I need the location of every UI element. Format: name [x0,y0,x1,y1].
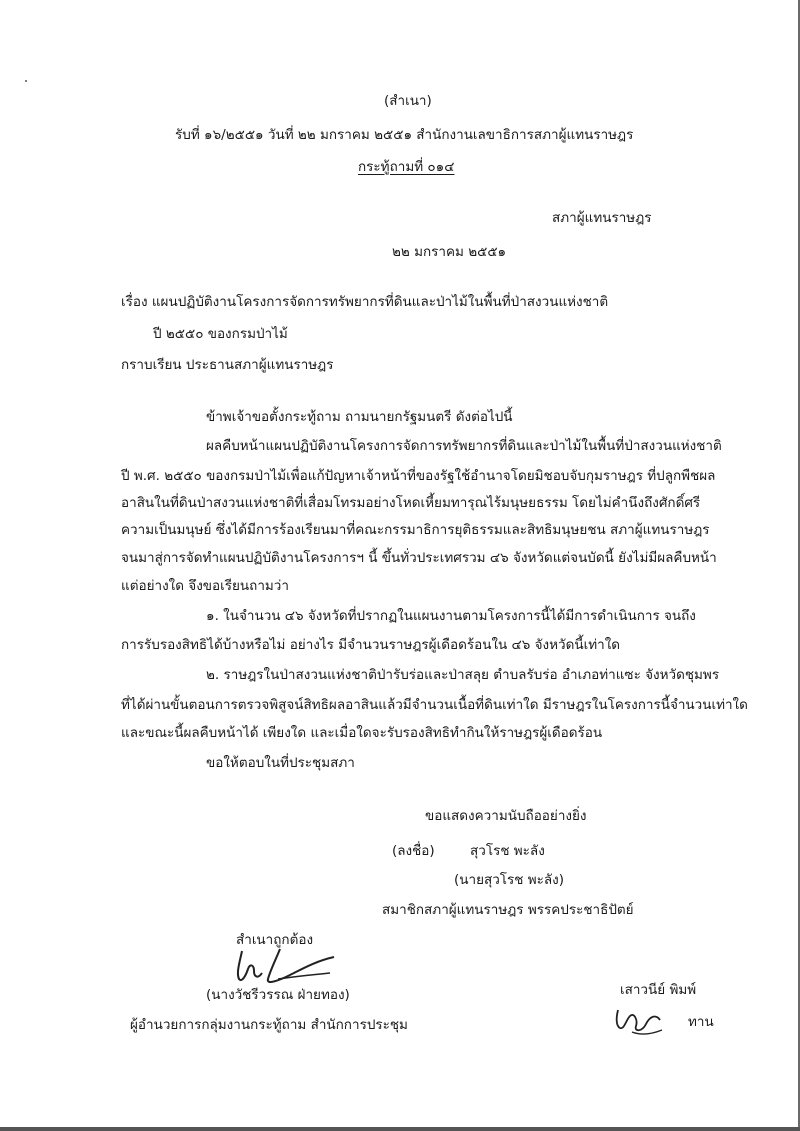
copy-label: (สำเนา) [384,93,432,109]
receipt-line: รับที่ ๑๖/๒๕๕๑ วันที่ ๒๒ มกราคม ๒๕๕๑ สำนักงานเลขาธิการสภาผู้แทนราษฎร [175,127,634,143]
typed-by: เสาวนีย์ พิมพ์ [620,982,697,998]
intro-line: ข้าพเจ้าขอตั้งกระทู้ถาม ถามนายกรัฐมนตรี ดังต่อไปนี้ [206,409,513,425]
body-line: อาสินในที่ดินป่าสงวนแห่งชาติที่เสื่อมโทรมอย่างโหดเหี้ยมทารุณไร้มนุษยธรรม โดยไม่คำนึงถึงศักดิ์ศรี [121,495,701,511]
body-line: ความเป็นมนุษย์ ซึ่งได้มีการร้องเรียนมาที่คณะกรรมาธิการยุติธรรมและสิทธิมนุษยชน สภาผู้แทนราษฎร [121,522,710,538]
body-line: ปี พ.ศ. ๒๕๕๐ ของกรมป่าไม้เพื่อแก้ปัญหาเจ้าหน้าที่ของรัฐใช้อำนาจโดยมิชอบจับกุมราษฎร ที่ปลูกพืชผล [121,468,716,484]
scan-speck [25,80,27,82]
certification-label: สำเนาถูกต้อง [236,932,314,948]
closing-request: ขอให้ตอบในที่ประชุมสภา [206,755,355,771]
body-line: ผลคืบหน้าแผนปฏิบัติงานโครงการจัดการทรัพยากรที่ดินและป่าไม้ในพื้นที่ป่าสงวนแห่งชาติ [206,438,722,454]
question-1-line: ๑. ในจำนวน ๔๖ จังหวัดที่ปรากฏในแผนงานตามโครงการนี้ได้มีการดำเนินการ จนถึง [206,608,696,624]
question-number: กระทู้ถามที่ ๐๑๔ [358,159,455,175]
signed-label: (ลงชื่อ) [392,843,435,859]
question-2-line: ที่ได้ผ่านขั้นตอนการตรวจพิสูจน์สิทธิผลอาสินแล้วมีจำนวนเนื้อที่ดินเท่าใด มีราษฎรในโครงการนี้จำนวนเท่าใด [121,697,748,713]
certifier-position: ผู้อำนวยการกลุ่มงานกระทู้ถาม สำนักการประชุม [130,1017,408,1033]
question-2-line: และขณะนี้ผลคืบหน้าได้ เพียงใด และเมื่อใดจะรับรองสิทธิทำกินให้ราษฎรผู้เดือดร้อน [121,725,603,741]
body-line: แต่อย่างใด จึงขอเรียนถามว่า [121,578,289,594]
handwritten-signature [230,945,340,987]
scan-edge-bottom [0,1127,800,1131]
handwritten-initials [612,1002,672,1038]
signer-position: สมาชิกสภาผู้แทนราษฎร พรรคประชาธิปัตย์ [382,902,634,918]
body-line: จนมาสู่การจัดทำแผนปฏิบัติงานโครงการฯ นี้ ขึ้นทั่วประเทศรวม ๔๖ จังหวัดแต่จนบัดนี้ ยังไม่มีผลคืบหน้า [121,550,717,566]
place: สภาผู้แทนราษฎร [552,210,652,226]
signer-full-name: (นายสุวโรช พะลัง) [454,872,565,888]
signed-name: สุวโรช พะลัง [470,843,545,859]
document-date: ๒๒ มกราคม ๒๕๕๑ [392,244,507,260]
certifier-name: (นางวัชรีวรรณ ฝ่ายทอง) [206,987,350,1003]
subject-line-2: ปี ๒๕๕๐ ของกรมป่าไม้ [153,326,288,342]
regards: ขอแสดงความนับถืออย่างยิ่ง [425,808,587,824]
checked-by: ทาน [688,1014,714,1030]
subject-line-1: เรื่อง แผนปฏิบัติงานโครงการจัดการทรัพยากรที่ดินและป่าไม้ในพื้นที่ป่าสงวนแห่งชาติ [121,294,609,310]
question-2-line: ๒. ราษฎรในป่าสงวนแห่งชาติป่ารับร่อและป่าสลุย ตำบลรับร่อ อำเภอท่าแซะ จังหวัดชุมพร [206,667,720,683]
salutation: กราบเรียน ประธานสภาผู้แทนราษฎร [121,357,334,373]
question-1-line: การรับรองสิทธิได้บ้างหรือไม่ อย่างไร มีจำนวนราษฎรผู้เดือดร้อนใน ๔๖ จังหวัดนี้เท่าใด [121,637,621,653]
